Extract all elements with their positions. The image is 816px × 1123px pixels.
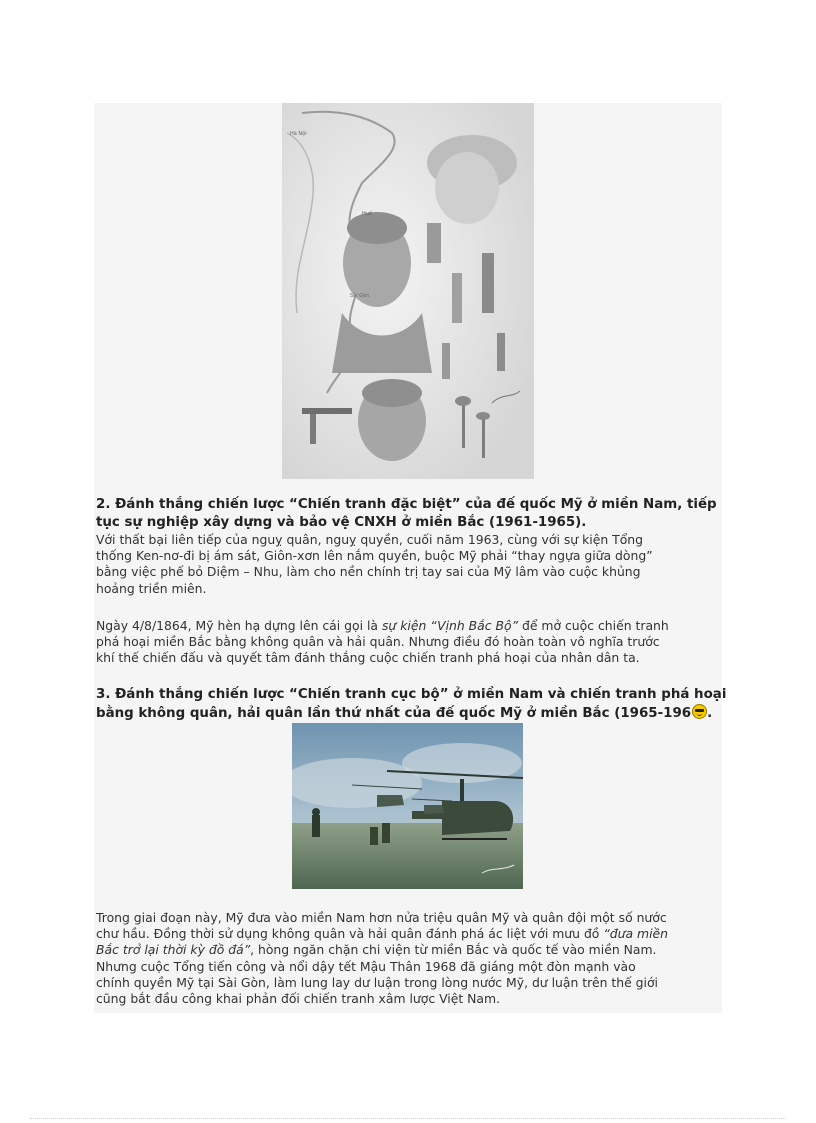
section-3-heading [96, 686, 736, 723]
section-3-heading-line-2 [96, 704, 736, 723]
paragraph-line: thống Ken-nơ-đi bị ám sát, Giôn-xơn lên nắm quyền, buộc Mỹ phải “thay ngựa giữa dòng” [96, 548, 653, 564]
paragraph-line [96, 926, 736, 942]
section-2-paragraph-1 [96, 532, 736, 597]
paragraph-line [96, 942, 736, 958]
paragraph-line [96, 618, 736, 634]
section-2-heading-line-1: 2. Đánh thắng chiến lược “Chiến tranh đặc biệt” của đế quốc Mỹ ở miền Nam, tiếp [96, 497, 717, 512]
italic-run: sự kiện “Vịnh Bắc Bộ” [381, 618, 519, 633]
paragraph-line: Với thất bại liên tiếp của nguỵ quân, nguỵ quyền, cuối năm 1963, cùng với sự kiện Tổng [96, 532, 643, 547]
sketch-collage-image [282, 103, 534, 479]
italic-run: “đưa miền [603, 926, 668, 942]
paragraph-line: Trong giai đoạn này, Mỹ đưa vào miền Nam hơn nửa triệu quân Mỹ và quân đội một số nước [96, 910, 667, 925]
paragraph-line: hoảng triền miên. [96, 580, 207, 596]
map-label-hue: Huế [362, 211, 373, 217]
paragraph-line: chính quyền Mỹ tại Sài Gòn, làm lung lay dư luận trong lòng nước Mỹ, dư luận trên thế giới [96, 974, 658, 990]
text-run: . [707, 706, 713, 721]
section-2-paragraph-2 [96, 618, 736, 667]
section-3-paragraph [96, 910, 736, 1007]
map-label-saigon: Sài Gòn [350, 293, 370, 299]
section-3-heading-line-1: 3. Đánh thắng chiến lược “Chiến tranh cục bộ” ở miền Nam và chiến tranh phá hoại [96, 687, 727, 702]
cool-smiley-icon [692, 704, 707, 719]
paragraph-line: khí thế chiến đấu và quyết tâm đánh thắng cuộc chiến tranh phá hoại của nhân dân ta. [96, 650, 640, 666]
footer-divider [30, 1118, 786, 1119]
text-run: chư hầu. Đồng thời sử dụng không quân và hải quân đánh phá ác liệt với mưu đồ [96, 926, 604, 942]
paragraph-line: cũng bắt đầu công khai phản đối chiến tranh xâm lược Việt Nam. [96, 991, 501, 1007]
section-2-heading [96, 496, 736, 532]
text-run: để mở cuộc chiến tranh [518, 618, 669, 633]
text-run: Ngày 4/8/1864, Mỹ hèn hạ dựng lên cái gọi là [96, 618, 382, 633]
section-2-heading-line-2: tục sự nghiệp xây dựng và bảo vệ CNXH ở miền Bắc (1961-1965). [96, 515, 587, 530]
text-run: bằng không quân, hải quân lần thứ nhất của đế quốc Mỹ ở miền Bắc (1965-196 [96, 706, 692, 721]
helicopter-painting-image [292, 723, 523, 889]
paragraph-line: bằng việc phế bỏ Diệm – Nhu, làm cho nền chính trị tay sai của Mỹ lâm vào cuộc khủng [96, 564, 641, 580]
map-label-hanoi: Hà Nội [290, 131, 307, 137]
italic-run: Bắc trở lại thời kỳ đồ đá” [96, 942, 251, 958]
text-run: , hòng ngăn chặn chi viện từ miền Bắc và quốc tế vào miền Nam. [250, 942, 657, 958]
paragraph-line: phá hoại miền Bắc bằng không quân và hải quân. Nhưng điều đó hoàn toàn vô nghĩa trước [96, 634, 660, 650]
paragraph-line: Nhưng cuộc Tổng tiến công và nổi dậy tết Mậu Thân 1968 đã giáng một đòn mạnh vào [96, 958, 636, 974]
